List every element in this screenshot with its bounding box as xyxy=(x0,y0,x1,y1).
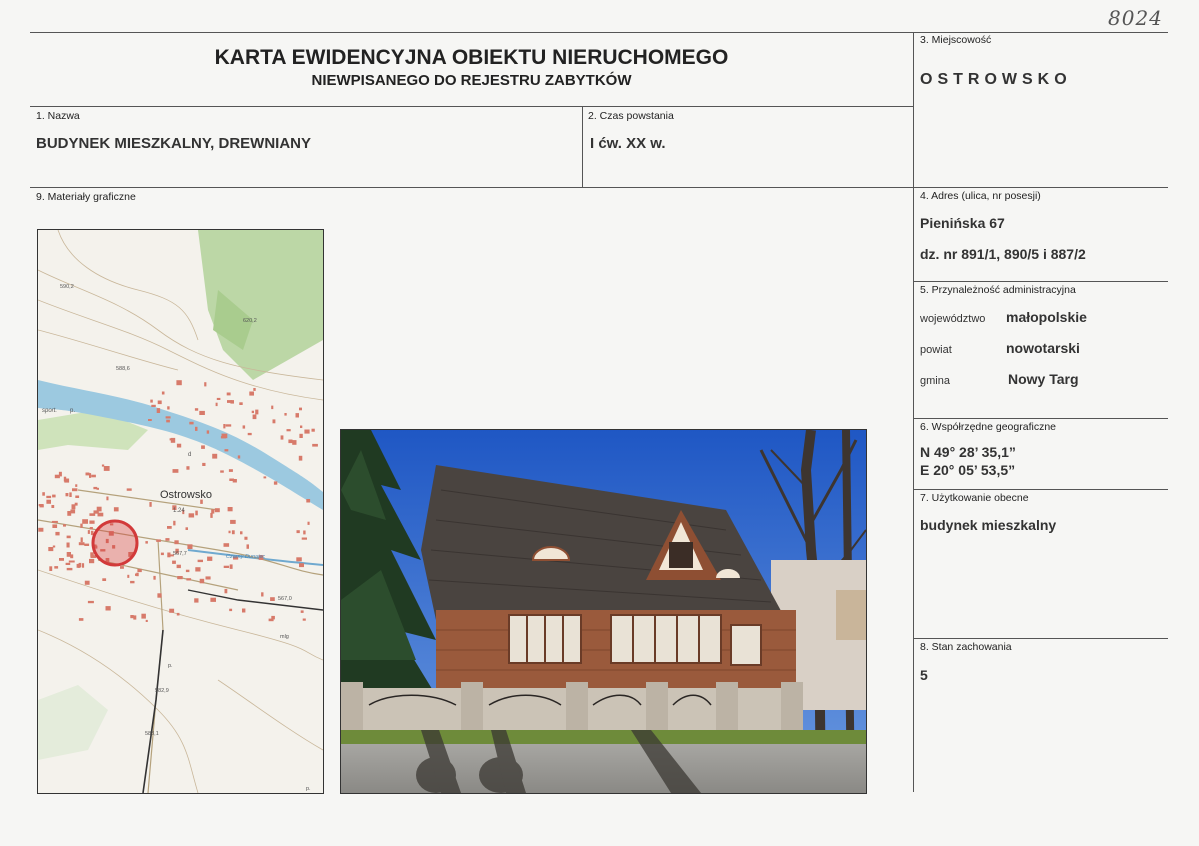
map-building xyxy=(153,576,155,580)
map-building xyxy=(189,513,195,517)
map-building xyxy=(46,500,51,504)
photo-drawing xyxy=(341,430,866,793)
map-building xyxy=(174,540,178,544)
map-building xyxy=(106,497,108,501)
map-building xyxy=(135,574,137,576)
map-building xyxy=(227,393,231,396)
map-building xyxy=(46,496,51,498)
top-rule xyxy=(30,32,1168,33)
coords-label: 6. Współrzędne geograficzne xyxy=(920,421,1056,433)
map-building xyxy=(97,488,100,490)
map-building xyxy=(216,403,218,406)
map-building xyxy=(252,411,254,413)
map-building xyxy=(195,408,198,411)
map-small-label: d xyxy=(188,452,192,458)
map-small-label: p. xyxy=(168,663,173,669)
map-building xyxy=(102,578,106,581)
map-building xyxy=(91,475,96,478)
location-marker xyxy=(93,521,137,565)
map-building xyxy=(90,552,94,556)
map-small-label: Czarny Dunajec xyxy=(226,554,266,560)
map-building xyxy=(212,454,217,459)
map-building xyxy=(127,488,132,490)
header-rule xyxy=(30,106,913,107)
map-drawing xyxy=(38,230,323,793)
map-building xyxy=(79,618,84,621)
map-building xyxy=(229,609,232,611)
map-building xyxy=(194,598,198,602)
map-building xyxy=(66,563,71,565)
map-building xyxy=(145,541,148,544)
map-building xyxy=(240,531,243,534)
map-building xyxy=(67,536,71,539)
map-building xyxy=(158,401,162,405)
map-building xyxy=(187,544,192,549)
county-label: powiat xyxy=(920,344,952,356)
map-building xyxy=(238,455,240,458)
coords-latitude: N 49° 28’ 35,1” xyxy=(920,444,1016,460)
row-rule xyxy=(30,187,1168,188)
map-building xyxy=(210,513,212,518)
map-building xyxy=(297,530,300,533)
map-building xyxy=(127,575,129,578)
map-building xyxy=(176,380,181,385)
map-building xyxy=(230,564,233,569)
voivodeship-label: województwo xyxy=(920,313,986,325)
map-building xyxy=(244,537,247,540)
card-subtitle: NIEWPISANEGO DO REJESTRU ZABYTKÓW xyxy=(311,72,632,89)
map-building xyxy=(173,521,175,526)
state-rule xyxy=(913,638,1168,639)
map-building xyxy=(201,445,205,449)
map-building xyxy=(166,416,171,418)
map-building xyxy=(299,408,302,411)
map-building xyxy=(195,567,200,571)
map-building xyxy=(157,593,161,597)
map-building xyxy=(72,488,77,491)
map-building xyxy=(186,578,191,580)
map-building xyxy=(301,610,304,613)
map-building xyxy=(232,530,235,534)
map-building xyxy=(59,472,62,477)
map-building xyxy=(89,559,94,563)
map-building xyxy=(75,484,77,487)
right-column-rule xyxy=(913,32,914,792)
map-building xyxy=(120,566,124,569)
map-building xyxy=(52,524,57,528)
map-building xyxy=(288,440,292,444)
map-building xyxy=(308,522,310,525)
map-building xyxy=(66,493,69,496)
map-building xyxy=(229,469,233,472)
coords-longitude: E 20° 05’ 53,5” xyxy=(920,462,1016,478)
voivodeship-value: małopolskie xyxy=(1006,309,1087,325)
map-building xyxy=(186,466,189,470)
map-building xyxy=(133,615,136,619)
map-building xyxy=(287,429,291,431)
map-building xyxy=(84,544,89,546)
map-building xyxy=(273,419,276,423)
map-elevation: 567,0 xyxy=(278,596,292,602)
map-building xyxy=(89,521,94,524)
map-building xyxy=(195,511,198,516)
map-building xyxy=(80,524,82,528)
map-building xyxy=(149,502,151,507)
map-building xyxy=(225,449,229,451)
map-building xyxy=(300,426,302,429)
map-building xyxy=(284,413,286,416)
map-building xyxy=(51,505,54,508)
map-building xyxy=(146,620,148,622)
map-building xyxy=(48,547,53,551)
map-building xyxy=(52,521,58,523)
map-building xyxy=(157,408,160,413)
map-building xyxy=(104,466,110,471)
map-building xyxy=(270,597,275,601)
map-building xyxy=(199,411,205,415)
map-building xyxy=(274,481,277,484)
map-building xyxy=(67,543,70,548)
map-building xyxy=(303,531,305,535)
address-parcels: dz. nr 891/1, 890/5 i 887/2 xyxy=(920,246,1086,262)
map-building xyxy=(200,579,205,584)
name-date-divider xyxy=(582,106,583,188)
map-building xyxy=(81,537,83,542)
locality-label: 3. Miejscowość xyxy=(920,34,992,46)
map-building xyxy=(52,495,56,498)
map-building xyxy=(228,507,233,511)
usage-value: budynek mieszkalny xyxy=(920,517,1057,533)
map-building xyxy=(69,561,75,563)
map-building xyxy=(249,392,254,396)
map-building xyxy=(177,576,183,579)
map-small-label: sport. xyxy=(42,408,58,414)
map-building xyxy=(299,563,304,567)
map-building xyxy=(186,570,190,572)
map-building xyxy=(97,507,102,512)
address-label: 4. Adres (ulica, nr posesji) xyxy=(920,190,1041,202)
map-building xyxy=(202,463,205,466)
map-building xyxy=(64,477,66,482)
card-title: KARTA EWIDENCYJNA OBIEKTU NIERUCHOMEGO xyxy=(214,46,729,69)
map-elevation: 590,2 xyxy=(60,284,74,290)
map-building xyxy=(130,581,134,583)
map-building xyxy=(253,415,257,420)
map-building xyxy=(69,492,71,497)
map-small-label: p. xyxy=(306,786,311,792)
map-building xyxy=(271,616,275,620)
map-building xyxy=(177,444,181,448)
admin-label: 5. Przynależność administracyjna xyxy=(920,284,1076,296)
map-building xyxy=(229,479,234,482)
map-building xyxy=(59,558,64,561)
map-building xyxy=(224,566,229,568)
map-building xyxy=(67,568,73,570)
house-photo xyxy=(340,429,867,794)
map-building xyxy=(88,530,90,534)
map-building xyxy=(264,476,267,478)
map-building xyxy=(281,435,284,439)
map-building xyxy=(186,527,189,530)
map-building xyxy=(247,544,250,548)
handwritten-number: 8024 xyxy=(1108,6,1163,30)
map-small-label: p. xyxy=(70,408,76,414)
map-building xyxy=(299,434,302,438)
map-building xyxy=(148,419,152,421)
map-building xyxy=(239,402,242,405)
map-building xyxy=(67,511,71,516)
map-building xyxy=(189,422,193,425)
address-street: Pienińska 67 xyxy=(920,215,1005,231)
map-building xyxy=(306,499,310,503)
graphics-label: 9. Materiały graficzne xyxy=(36,191,136,203)
map-elevation: 588,6 xyxy=(116,366,130,372)
map-building xyxy=(223,424,225,428)
map-building xyxy=(230,520,236,524)
map-elevation: 582,9 xyxy=(155,688,169,694)
map-building xyxy=(167,526,172,529)
map-building xyxy=(89,473,91,478)
map-building xyxy=(255,410,258,415)
map-building xyxy=(165,538,169,541)
state-value: 5 xyxy=(920,667,928,683)
map-building xyxy=(86,473,90,476)
map-building xyxy=(162,392,165,395)
map-building xyxy=(55,532,59,536)
map-building xyxy=(210,598,216,602)
locality-value: OSTROWSKO xyxy=(920,71,1072,88)
map-building xyxy=(226,424,232,426)
map-building xyxy=(150,400,153,403)
map-building xyxy=(72,504,76,509)
map-building xyxy=(49,566,52,571)
map-elevation: 620,2 xyxy=(243,318,257,324)
map-building xyxy=(253,388,255,391)
map-building xyxy=(198,560,203,562)
map-building xyxy=(38,528,43,532)
state-label: 8. Stan zachowania xyxy=(920,641,1012,653)
map-building xyxy=(296,557,302,561)
map-building xyxy=(303,619,306,621)
map-building xyxy=(206,576,211,579)
map-building xyxy=(82,519,88,524)
map-building xyxy=(296,413,300,417)
map-town-label: Ostrowsko xyxy=(160,489,212,501)
map-building xyxy=(207,430,209,433)
map-building xyxy=(225,589,228,593)
map-building xyxy=(88,601,94,603)
map-building xyxy=(173,469,179,473)
map-building xyxy=(207,557,212,561)
usage-label: 7. Użytkowanie obecne xyxy=(920,492,1029,504)
map-building xyxy=(292,440,296,445)
map-building xyxy=(215,508,220,512)
map-building xyxy=(39,504,44,506)
map-building xyxy=(54,566,58,569)
commune-label: gmina xyxy=(920,375,950,387)
map-town-sub: 1.24 xyxy=(173,508,185,514)
map-building xyxy=(98,513,104,517)
map-building xyxy=(172,561,176,564)
map-building xyxy=(106,606,111,610)
map-building xyxy=(42,492,45,496)
map-elevation: 588,1 xyxy=(145,731,159,737)
map-building xyxy=(204,382,206,386)
map-building xyxy=(114,507,119,511)
map-building xyxy=(299,456,303,461)
map-building xyxy=(161,553,164,556)
map-building xyxy=(171,438,175,443)
map-building xyxy=(85,581,90,585)
map-building xyxy=(167,406,169,409)
map-building xyxy=(151,405,156,407)
map-building xyxy=(304,430,309,434)
map-building xyxy=(227,400,232,403)
map-building xyxy=(102,465,104,467)
map-building xyxy=(90,527,93,530)
map-building xyxy=(220,470,224,472)
map-building xyxy=(79,542,85,545)
map-building xyxy=(63,524,66,526)
map-small-label: mlg xyxy=(280,634,289,640)
map-building xyxy=(221,436,226,438)
map-building xyxy=(79,563,82,567)
map-building xyxy=(166,420,170,423)
usage-rule xyxy=(913,489,1168,490)
map-elevation: 567,7 xyxy=(173,551,187,557)
date-value: I ćw. XX w. xyxy=(590,135,666,152)
map-building xyxy=(243,425,246,428)
map-building xyxy=(195,427,198,431)
map-building xyxy=(302,538,307,540)
name-label: 1. Nazwa xyxy=(36,110,80,122)
map-building xyxy=(217,398,221,400)
coords-rule xyxy=(913,418,1168,419)
map-building xyxy=(70,554,73,558)
map-building xyxy=(169,609,174,613)
map-building xyxy=(82,563,84,568)
map-building xyxy=(224,543,230,547)
map-building xyxy=(75,496,79,499)
map-building xyxy=(248,433,252,435)
map-building xyxy=(156,539,161,542)
map-building xyxy=(312,429,315,432)
map-building xyxy=(77,564,79,568)
map-building xyxy=(312,444,318,447)
map-building xyxy=(271,406,273,410)
map-building xyxy=(242,609,245,613)
map-building xyxy=(141,614,146,619)
county-value: nowotarski xyxy=(1006,340,1080,356)
map-building xyxy=(177,613,180,616)
map-building xyxy=(177,565,181,568)
map-building xyxy=(137,569,141,572)
map-building xyxy=(261,592,263,596)
topographic-map xyxy=(37,229,324,794)
date-label: 2. Czas powstania xyxy=(588,110,674,122)
map-building xyxy=(130,615,133,618)
commune-value: Nowy Targ xyxy=(1008,371,1079,387)
map-building xyxy=(229,531,231,534)
name-value: BUDYNEK MIESZKALNY, DREWNIANY xyxy=(36,135,312,152)
admin-rule xyxy=(913,281,1168,282)
